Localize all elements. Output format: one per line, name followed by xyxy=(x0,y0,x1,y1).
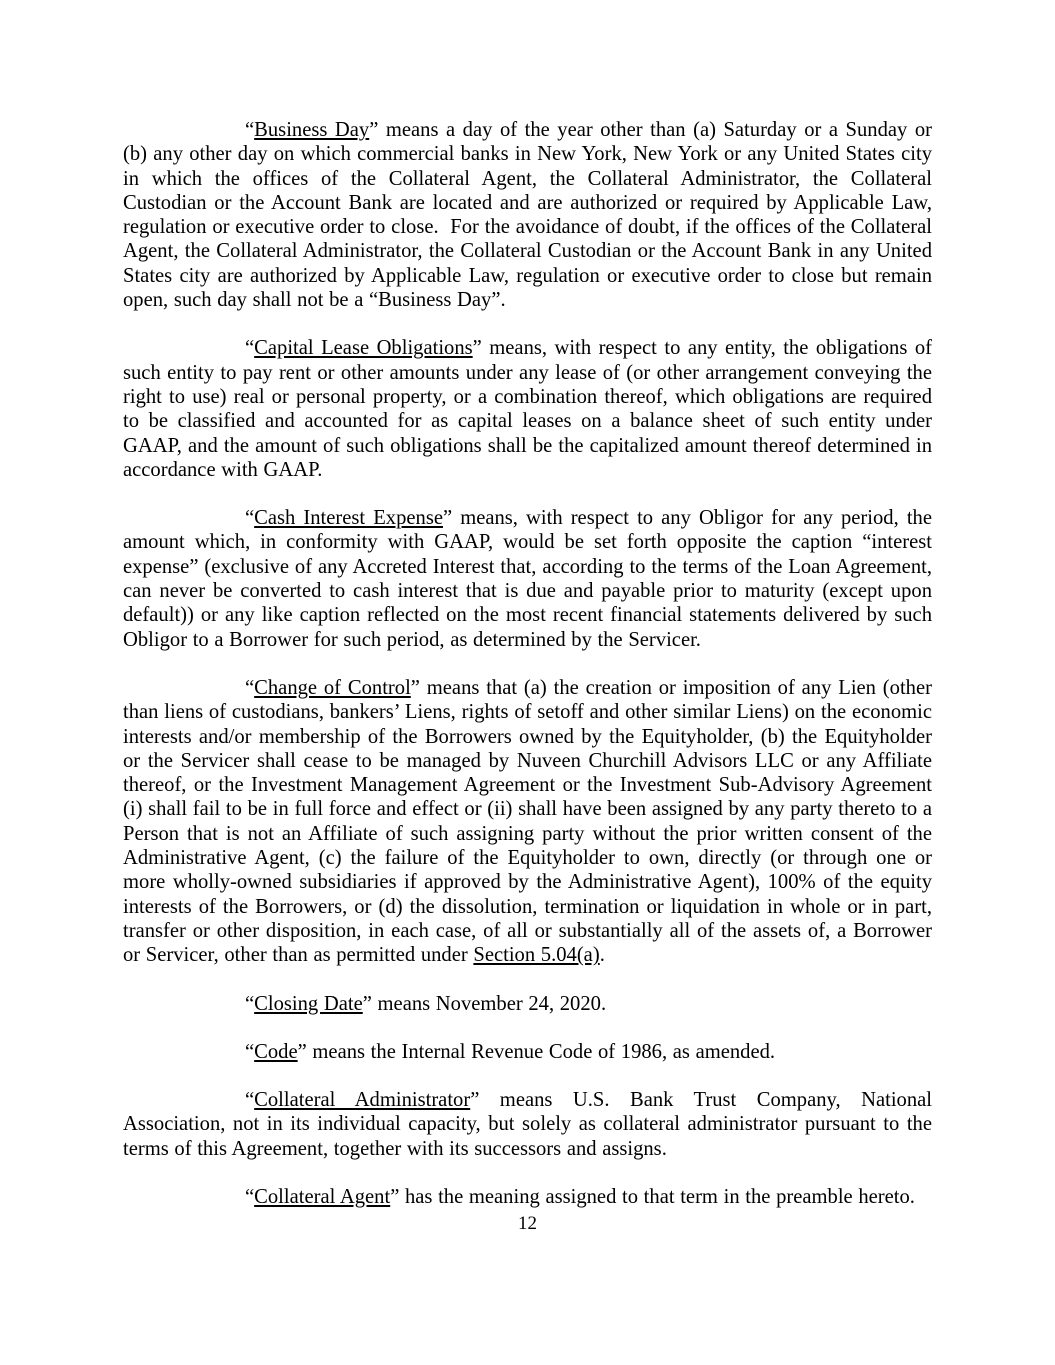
defined-term: Closing Date xyxy=(254,992,363,1015)
paragraph xyxy=(123,1040,932,1064)
paragraph xyxy=(123,992,932,1016)
paragraph-text: . xyxy=(599,944,605,967)
paragraph xyxy=(123,1185,932,1209)
paragraph-text: ” has the meaning assigned to that term in the preamble hereto. xyxy=(390,1185,915,1208)
paragraph-text: ” means that (a) the creation or imposition of any Lien (other than liens of custodians, bankers’ Liens, rights of setoff and other similar Liens) on the economic interests and/or membership of the Borrowers owned by the Equityholder, (b) the Equityholder or the Servicer shall cease to be managed by Nuveen Churchill Advisors LLC or any Affiliate thereof, or the Investment Management Agreement or the Investment Sub-Advisory Agreement (i) shall fail to be in full force and effect or (ii) shall have been assigned by any party thereto to a Person that is not an Affiliate of such assigning party without the prior written consent of the Administrative Agent, (c) the failure of the Equityholder to own, directly (or through one or more wholly-owned subsidiaries if approved by the Administrative Agent), 100% of the equity interests of the Borrowers, or (d) the dissolution, termination or liquidation in whole or in part, transfer or other disposition, in each case, of all or substantially all of the assets of, a Borrower or Servicer, other than as permitted under xyxy=(123,676,932,967)
paragraph-text: ” means, with respect to any Obligor for any period, the amount which, in conformity with GAAP, would be set forth opposite the caption “interest expense” (exclusive of any Accreted Interest that, according to the terms of the Loan Agreement, can never be converted to cash interest that is due and payable prior to maturity (except upon default)) or any like caption reflected on the most recent financial statements delivered by such Obligor to a Borrower for such period, as determined by the Servicer. xyxy=(123,507,932,651)
defined-term: Collateral Administrator xyxy=(254,1089,471,1112)
paragraph xyxy=(123,1088,932,1161)
paragraph-text: “ xyxy=(245,507,255,530)
paragraph-text: “ xyxy=(245,1040,255,1063)
paragraph-text: “ xyxy=(245,337,255,360)
paragraph-text: “ xyxy=(245,992,255,1015)
page-number: 12 xyxy=(518,1213,537,1234)
defined-term: Code xyxy=(254,1040,298,1063)
paragraph-text: ” means U.S. Bank Trust Company, National Association, not in its individual capacity, but solely as collateral administrator pursuant to the terms of this Agreement, together with its successors and assigns. xyxy=(123,1089,932,1160)
paragraph-text: ” means the Internal Revenue Code of 1986, as amended. xyxy=(297,1040,776,1063)
document-body xyxy=(123,118,932,1209)
paragraph-text: “ xyxy=(245,119,255,141)
defined-term: Section 5.04(a) xyxy=(473,944,600,967)
paragraph-text: ” means a day of the year other than (a) Saturday or a Sunday or (b) any other day on which commercial banks in New York, New York or any United States city in which the offices of the Collateral Agent, the Collateral Administrator, the Collateral Custodian or the Account Bank are located and are authorized or required by Applicable Law, regulation or executive order to close. For the avoidance of doubt, if the offices of the Collateral Agent, the Collateral Administrator, the Collateral Custodian or the Account Bank in any United States city are authorized by Applicable Law, regulation or executive order to close but remain open, such day shall not be a “Business Day”. xyxy=(123,119,932,312)
defined-term: Change of Control xyxy=(254,676,411,699)
paragraph-text: “ xyxy=(245,1185,255,1208)
defined-term: Cash Interest Expense xyxy=(254,507,443,530)
defined-term: Collateral Agent xyxy=(254,1185,391,1208)
paragraph-text: “ xyxy=(245,1089,255,1112)
defined-term: Capital Lease Obligations xyxy=(254,337,473,360)
paragraph xyxy=(123,506,932,652)
paragraph xyxy=(123,676,932,968)
paragraph xyxy=(123,336,932,482)
paragraph xyxy=(123,118,932,312)
defined-term: Business Day xyxy=(254,119,370,141)
paragraph-text: “ xyxy=(245,676,255,699)
paragraph-text: ” means November 24, 2020. xyxy=(362,992,607,1015)
paragraph-text: ” means, with respect to any entity, the obligations of such entity to pay rent or other amounts under any lease of (or other arrangement conveying the right to use) real or personal property, or a combination thereof, which obligations are required to be classified and accounted for as capital leases on a balance sheet of such entity under GAAP, and the amount of such obligations shall be the capitalized amount thereof determined in accordance with GAAP. xyxy=(123,337,932,481)
